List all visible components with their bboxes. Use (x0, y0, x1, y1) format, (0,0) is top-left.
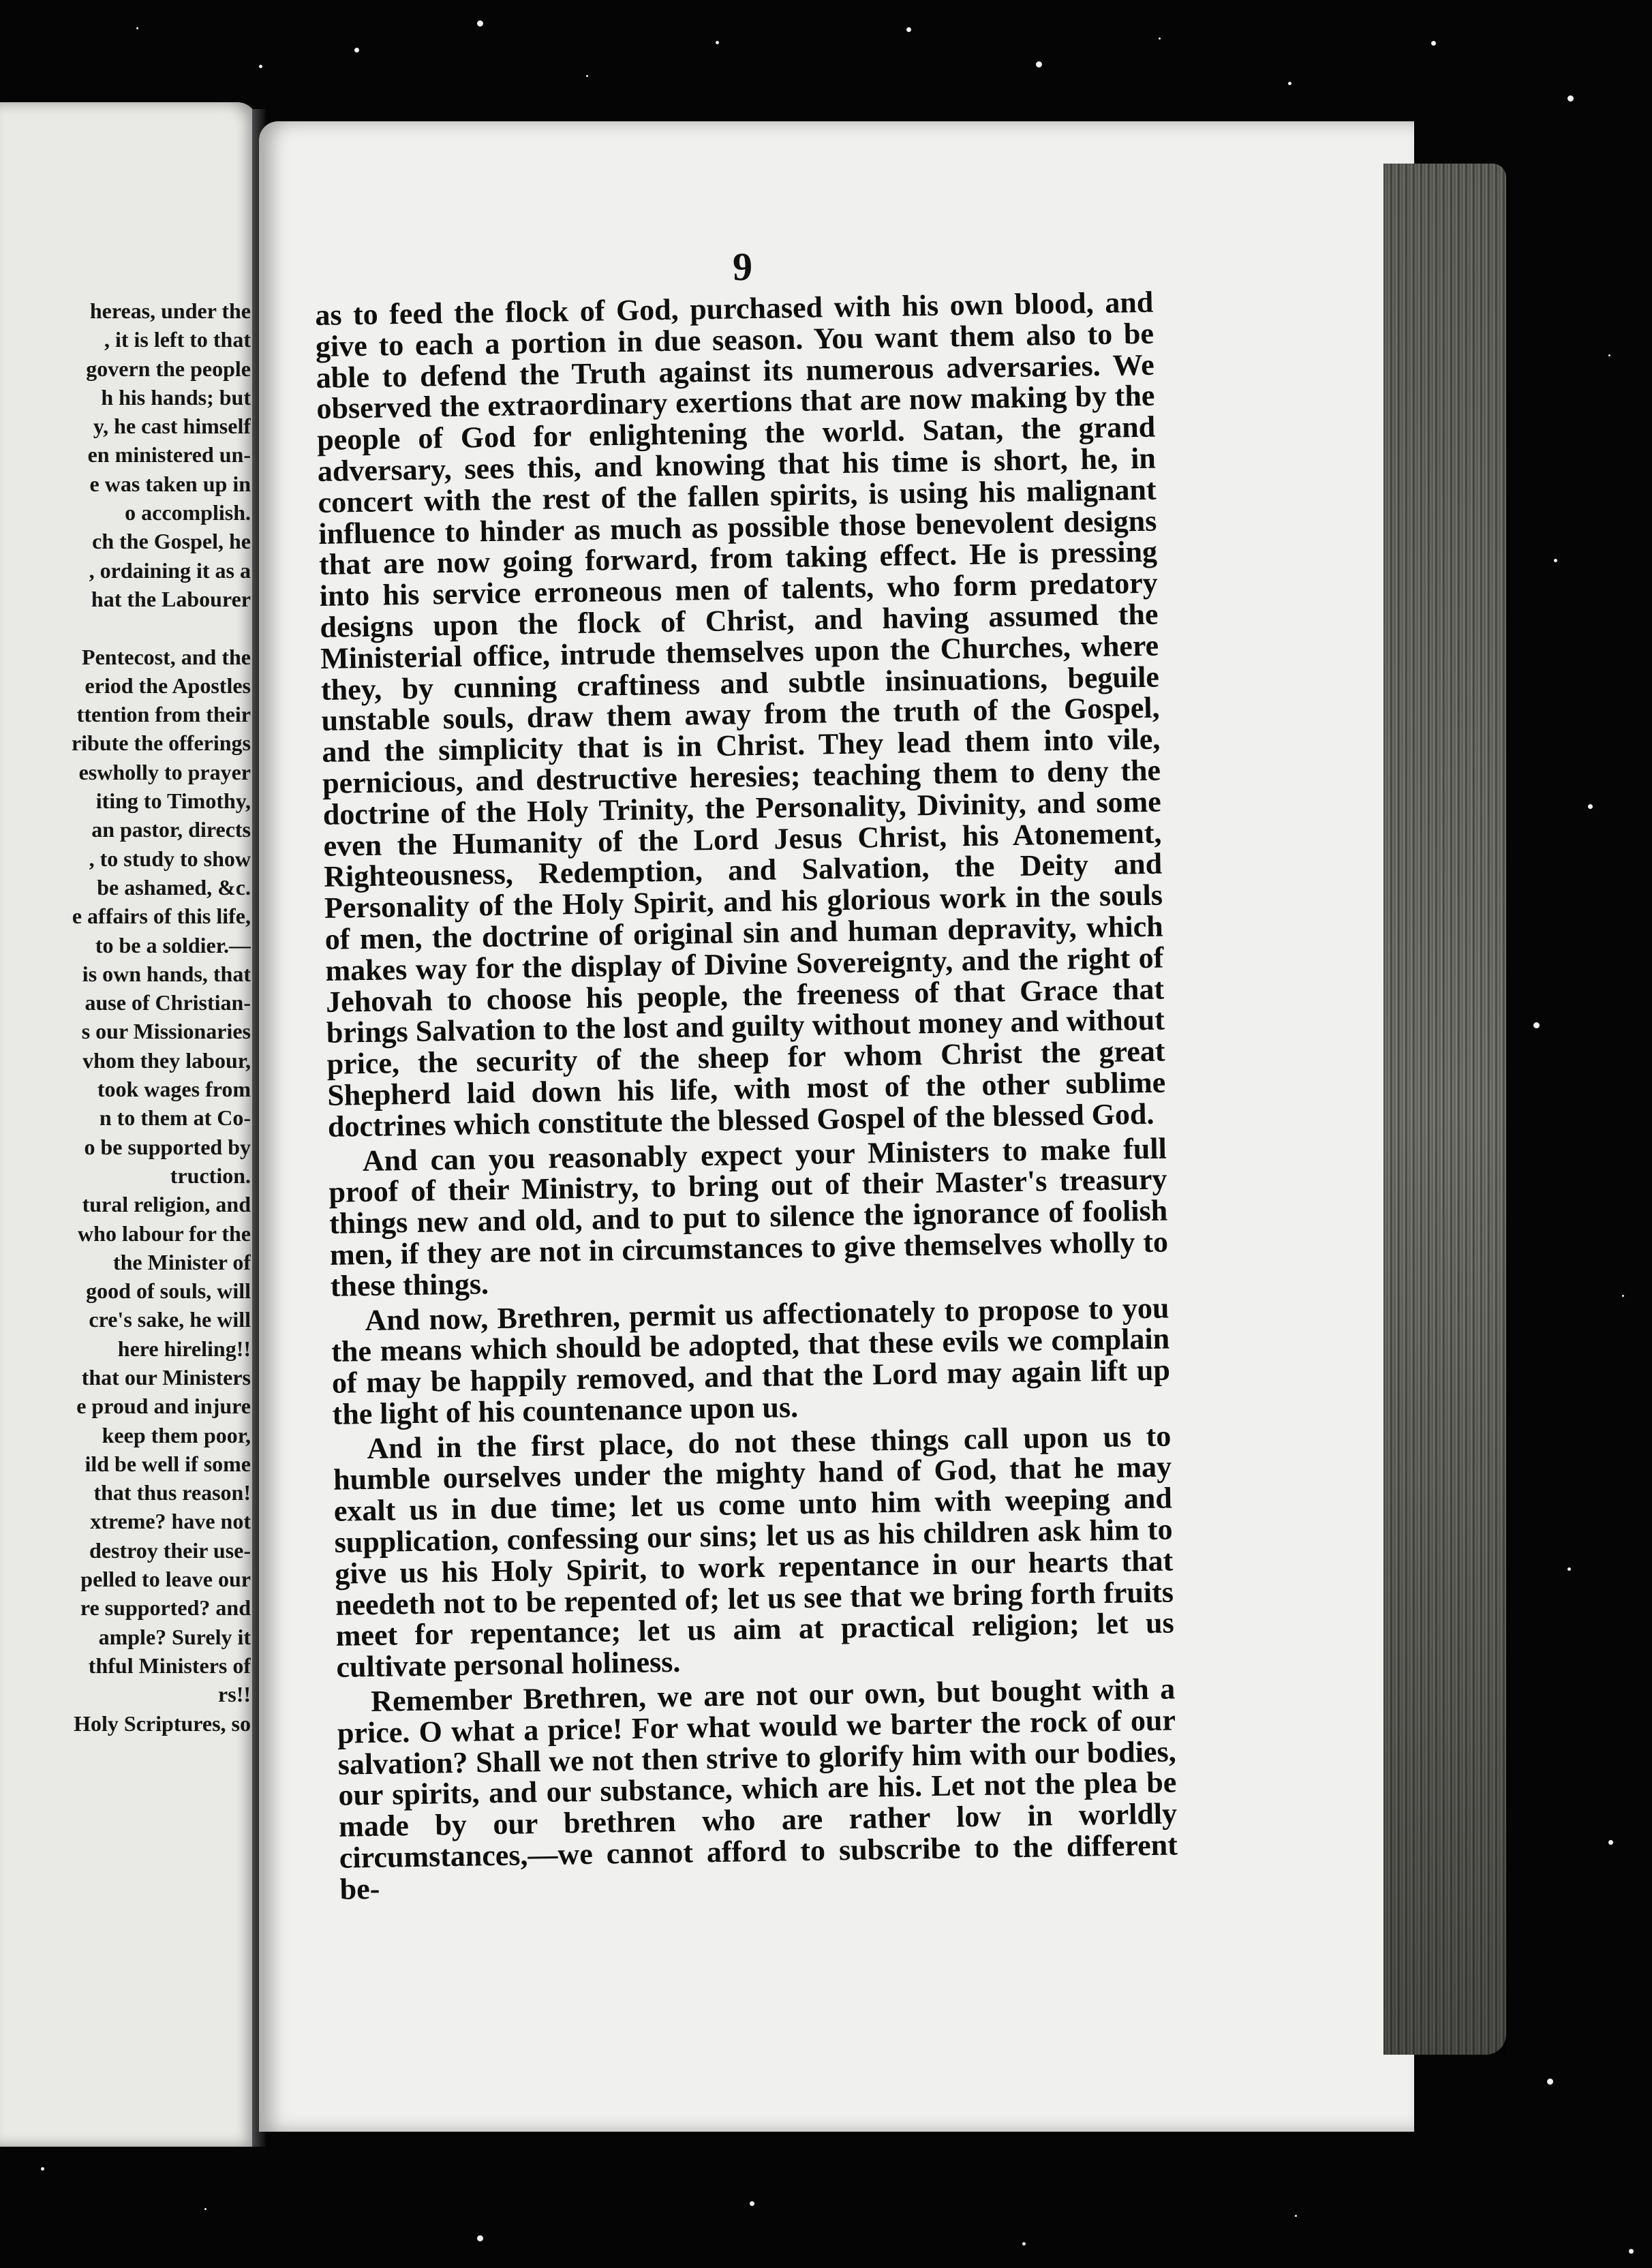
dust-speck (136, 27, 138, 29)
left-page-line: n to them at Co- (99, 1105, 251, 1131)
left-page-line: took wages from (97, 1077, 251, 1102)
dust-speck (1608, 1840, 1613, 1845)
left-page-line: tural religion, and (82, 1192, 251, 1217)
left-page-line: the Minister of (112, 1249, 251, 1274)
dust-speck (586, 75, 588, 77)
left-page-line: that thus reason! (93, 1480, 251, 1505)
dust-speck (716, 41, 719, 44)
left-page-line: hat the Labourer (91, 586, 251, 611)
left-page-line: ild be well if some (85, 1451, 251, 1476)
left-page-line: o accomplish. (125, 500, 251, 525)
dust-speck (1567, 1567, 1571, 1571)
left-page-line: govern the people (86, 356, 251, 381)
left-page-line: hereas, under the (89, 298, 251, 323)
dust-speck (1036, 61, 1042, 67)
dust-speck (477, 2235, 483, 2241)
dust-speck (1295, 2215, 1297, 2217)
page-edges-shade (1383, 164, 1506, 2055)
left-page-line: e proud and injure (76, 1394, 251, 1419)
left-page-line: xtreme? have not (90, 1509, 251, 1534)
left-page-line: ause of Christian- (85, 990, 251, 1015)
left-page-line: Pentecost, and the (82, 644, 251, 669)
dust-speck (259, 65, 262, 68)
left-page-line: eswholly to prayer (78, 759, 251, 784)
paragraph: And now, Brethren, permit us affectionately to propose to you the means which should be adopted, that these evils we complain of may be happily removed, and that the Lord may again lift up the light of his countenance upon us. (331, 1290, 1171, 1431)
paragraph: And in the first place, do not these things call upon us to humble ourselves under the mighty hand of God, that he may exalt us in due time; let us come unto him with weeping and supplication, confessing our sins; let us as his children ask him to give us his Holy Spirit, to work repentance in our hearts that needeth not to be repented of; let us see that we bring forth fruits meet for repentance; let us aim at practical religion; let us cultivate personal holiness. (333, 1419, 1175, 1685)
dust-speck (41, 2167, 44, 2171)
left-page-line: , it is left to that (104, 327, 251, 352)
left-page-line: good of souls, will (86, 1278, 251, 1304)
left-page-line: vhom they labour, (82, 1047, 251, 1073)
left-page-line: to be a soldier.— (95, 932, 251, 957)
dust-speck (204, 2208, 206, 2210)
dust-speck (1629, 2249, 1634, 2254)
left-page-line: an pastor, directs (91, 817, 251, 842)
left-page-line: be ashamed, &c. (97, 874, 251, 900)
left-page-line: cre's sake, he will (89, 1307, 251, 1332)
left-page-line: , ordaining it as a (89, 557, 251, 583)
left-page-line: ample? Surely it (98, 1624, 251, 1649)
dust-speck (1547, 2079, 1553, 2085)
dust-speck (477, 20, 483, 27)
left-page-line: re supported? and (80, 1595, 251, 1621)
left-page-line: truction. (170, 1163, 251, 1188)
dust-speck (1608, 354, 1610, 356)
left-page-line: is own hands, that (82, 961, 251, 986)
left-page-line: ttention from their (76, 702, 251, 727)
left-page-text (0, 296, 251, 1738)
left-page-line: o be supported by (84, 1134, 251, 1159)
left-page-line: , to study to show (89, 846, 251, 871)
left-page-line: ribute the offerings (71, 731, 251, 756)
dust-speck (750, 2201, 754, 2206)
dust-speck (1288, 82, 1291, 85)
left-page-line: ch the Gospel, he (92, 529, 251, 554)
dust-speck (1431, 41, 1436, 46)
dust-speck (1022, 2242, 1026, 2246)
left-page-line: s our Missionaries (81, 1019, 251, 1044)
dust-speck (354, 48, 359, 52)
page-number: 9 (733, 245, 752, 289)
left-page-line: en ministered un- (87, 442, 251, 468)
left-page-line: rs!! (218, 1682, 251, 1707)
paragraph: Remember Brethren, we are not our own, but bought with a price. O what a price! For what would we barter the rock of our salvation? Shall we not then strive to glorify him with our bodies, our spirits, and our substance, which are his. Let not the plea be made by our brethren who are rather low in worldly circumstances,—we cannot afford to subscribe to the different be- (337, 1672, 1178, 1906)
left-page-line: that our Ministers (81, 1364, 251, 1390)
dust-speck (1567, 95, 1574, 102)
dust-speck (1159, 37, 1161, 40)
left-page-line: y, he cast himself (93, 414, 251, 439)
left-page-line: pelled to leave our (80, 1567, 251, 1592)
left-page-line: who labour for the (78, 1221, 251, 1246)
left-page-line: iting to Timothy, (95, 788, 251, 814)
left-page-line (0, 613, 251, 642)
left-page-line: eriod the Apostles (85, 673, 251, 698)
dust-speck (1622, 1295, 1624, 1297)
left-page-line: e affairs of this life, (72, 904, 251, 929)
left-page-line: Holy Scriptures, so (74, 1711, 251, 1736)
left-page-line: h his hands; but (101, 384, 251, 410)
left-page-line: destroy their use- (89, 1537, 251, 1563)
dust-speck (1554, 559, 1557, 562)
right-page-body (315, 287, 1178, 1905)
dust-speck (1533, 1022, 1540, 1028)
left-page (0, 102, 258, 2147)
left-page-line: thful Ministers of (88, 1653, 251, 1678)
paragraph: And can you reasonably expect your Ministers to make full proof of their Ministry, to bring out of their Master's treasury things new and old, and to put to silence the ignorance of foolish men, if they are not in circumstances to give themselves wholly to these things. (328, 1131, 1169, 1303)
left-page-line: keep them poor, (102, 1422, 251, 1447)
dust-speck (1588, 804, 1593, 809)
paragraph: as to feed the flock of God, purchased with his own blood, and give to each a portion in due season. You want them also to be able to defend the Truth against its numerous adversaries. We observed the extraordinary exertions that are now making by the people of God for enlightening the world. Satan, the grand adversary, sees this, and knowing that his time is short, he, in concert with the rest of the fallen spirits, is using his malignant influence to hinder as much as possible those benevolent designs that are now going forward, from taking effect. He is pressing into his service erroneous men of talents, who form predatory designs upon the flock of Christ, and having assumed the Ministerial office, intrude themselves upon the Churches, where they, by cunning craftiness and subtle insinuations, beguile unstable souls, draw them away from the truth of the Gospel, and the simplicity that is in Christ. They lead them into vile, pernicious, and destructive heresies; teaching them to deny the doctrine of the Holy Trinity, the Personality, Divinity, and some even the Humanity of the Lord Jesus Christ, his Atonement, Righteousness, Redemption, and Salvation, the Deity and Personality of the Holy Spirit, and his glorious work in the souls of men, the doctrine of original sin and human depravity, which makes way for the display of Divine Sovereignty, and the right of Jehovah to choose his people, the freeness of that Grace that brings Salvation to the lost and guilty without money and without price, the security of the sheep for whom Christ the great Shepherd laid down his life, with most of the other sublime doctrines which constitute the blessed Gospel of the blessed God. (314, 285, 1166, 1144)
left-page-line: here hireling!! (117, 1336, 251, 1361)
left-page-line: e was taken up in (89, 471, 251, 496)
dust-speck (906, 27, 911, 32)
